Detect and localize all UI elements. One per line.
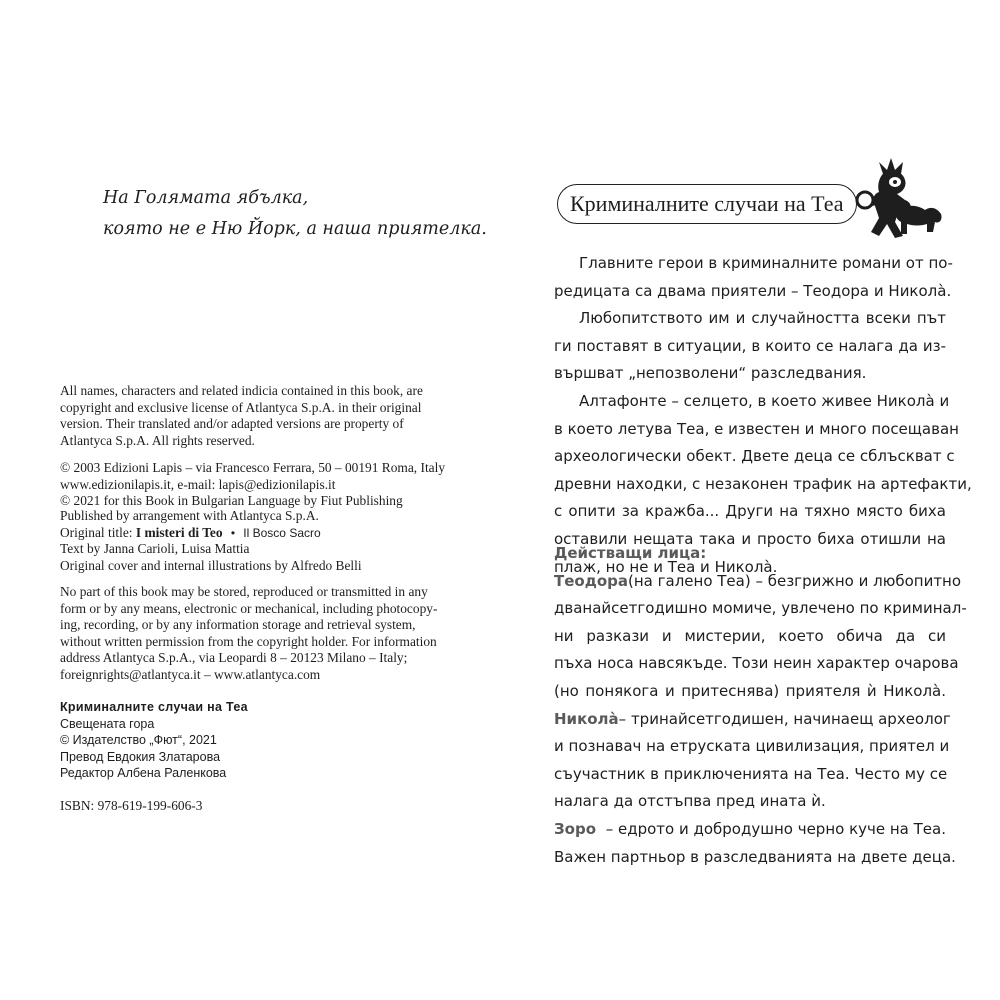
original-title: I misteri di Teo (135, 524, 223, 540)
text-line: Алтафонте – селцето, в което живее Николà и (579, 391, 950, 410)
text-line: Важен партньор в разследванията на двете деца. (554, 847, 956, 866)
text-line: налага да отстъпва пред ината ѝ. (554, 792, 826, 811)
notice-line: Atlantyca S.p.A. All rights reserved. (60, 432, 255, 448)
cast-section (554, 540, 967, 871)
character-name: Теодора (554, 571, 628, 590)
character-name: Зоро (554, 819, 597, 838)
detective-logo-icon (845, 150, 945, 250)
text-line: Любопитството им и случайността всеки път (579, 309, 946, 328)
text-line: дванайсетгодишно момиче, увлечено по криминал- (554, 599, 967, 618)
right-page (500, 0, 1000, 1000)
text-line: в което летува Теа, е известен и много посещаван (554, 419, 959, 438)
text-line: и познавач на етруската цивилизация, приятел и (554, 737, 950, 756)
dedication-line: която не е Ню Йорк, а наша приятелка. (103, 219, 487, 239)
character-description: – едрото и добродушно черно куче на Теа. (605, 819, 946, 838)
series-title: Криминалните случаи на Теа (570, 191, 844, 216)
rights-line: without written permission from the copyright holder. For information (60, 633, 437, 649)
book-title: Свещената гора (60, 716, 155, 731)
authors-line: Text by Janna Carioli, Luisa Mattia (60, 541, 250, 557)
character-name: Николà (554, 709, 619, 728)
rights-notice (60, 584, 480, 684)
intro-text (554, 250, 972, 581)
copyright-notice (60, 383, 480, 449)
notice-line: All names, characters and related indicia contained in this book, are (60, 383, 423, 398)
character-description: – тринайсетгодишен, начинаещ археолог (618, 709, 951, 728)
dedication (103, 183, 487, 245)
text-line: с опити за кражба... Други на тяхно място биха (554, 502, 946, 521)
original-credits (60, 508, 480, 574)
rights-line: address Atlantyca S.p.A., via Leopardi 8 – 20123 Milano – Italy; (60, 650, 408, 666)
notice-line: copyright and exclusive license of Atlantyca S.p.A. in their original (60, 399, 422, 415)
original-title-line (60, 525, 480, 542)
text-line: редицата са двама приятели – Теодора и Николà. (554, 281, 952, 300)
text-line: ни разкази и мистерии, което обича да си (554, 626, 946, 645)
dedication-line: На Голямата ябълка, (103, 188, 309, 208)
publisher-lines (60, 460, 480, 510)
text-line: археологически обект. Двете деца се сблъскват с (554, 447, 955, 466)
publisher-line: www.edizionilapis.it, e-mail: lapis@edizionilapis.it (60, 476, 336, 492)
editor: Редактор Албена Раленкова (60, 766, 227, 781)
illustrator-line: Original cover and internal illustrations by Alfredo Belli (60, 557, 362, 573)
arrangement-line: Published by arrangement with Atlantyca S.p.A. (60, 508, 319, 523)
translator: Превод Евдокия Златарова (60, 749, 221, 764)
series-name: Криминалните случаи на Теа (60, 700, 248, 714)
character-zoro-first-line (554, 816, 946, 844)
text-line: (но понякога и притеснява) приятеля ѝ Николà. (554, 681, 946, 700)
text-line: Главните герои в криминалните романи от по- (579, 254, 953, 272)
rights-line: form or by any means, electronic or mechanical, including photocopy- (60, 600, 438, 616)
character-nikola-first-line (554, 706, 951, 734)
text-line: древни находки, с незаконен трафик на артефакти, (554, 474, 972, 493)
text-line: оставили нещата така и просто биха отишли на (554, 529, 946, 548)
rights-line: No part of this book may be stored, reproduced or transmitted in any (60, 584, 428, 599)
text-line: съучастник в приключенията на Теа. Често му се (554, 764, 948, 783)
rights-line: ing, recording, or by any information storage and retrieval system, (60, 617, 416, 633)
publisher-line: © 2021 for this Book in Bulgarian Language by Fiut Publishing (60, 493, 403, 509)
text-line: плаж, но не и Теа и Николà. (554, 557, 778, 576)
character-description: (на галено Теа) – безгрижно и любопитно (628, 571, 962, 590)
series-title-banner (557, 184, 857, 224)
cast-heading: Действащи лица: (554, 544, 707, 562)
publisher-copyright: © Издателство „Фют“, 2021 (60, 733, 217, 748)
rights-line: foreignrights@atlantyca.it – www.atlantyca.com (60, 666, 321, 682)
character-teodora-first-line (554, 568, 962, 596)
notice-line: version. Their translated and/or adapted versions are property of (60, 416, 404, 432)
original-title-label: Original title: (60, 524, 133, 540)
text-line: ги поставят в ситуации, в които се налага да из- (554, 336, 946, 355)
text-line: вършват „непозволени“ разследвания. (554, 364, 867, 383)
original-subtitle: Il Bosco Sacro (243, 525, 321, 540)
isbn: ISBN: 978-619-199-606-3 (60, 798, 203, 813)
text-line: пъха носа навсякъде. Този неин характер очарова (554, 654, 959, 673)
publisher-line: © 2003 Edizioni Lapis – via Francesco Ferrara, 50 – 00191 Roma, Italy (60, 460, 446, 475)
bullet-separator: • (230, 525, 236, 540)
bulgarian-credits (60, 699, 480, 782)
